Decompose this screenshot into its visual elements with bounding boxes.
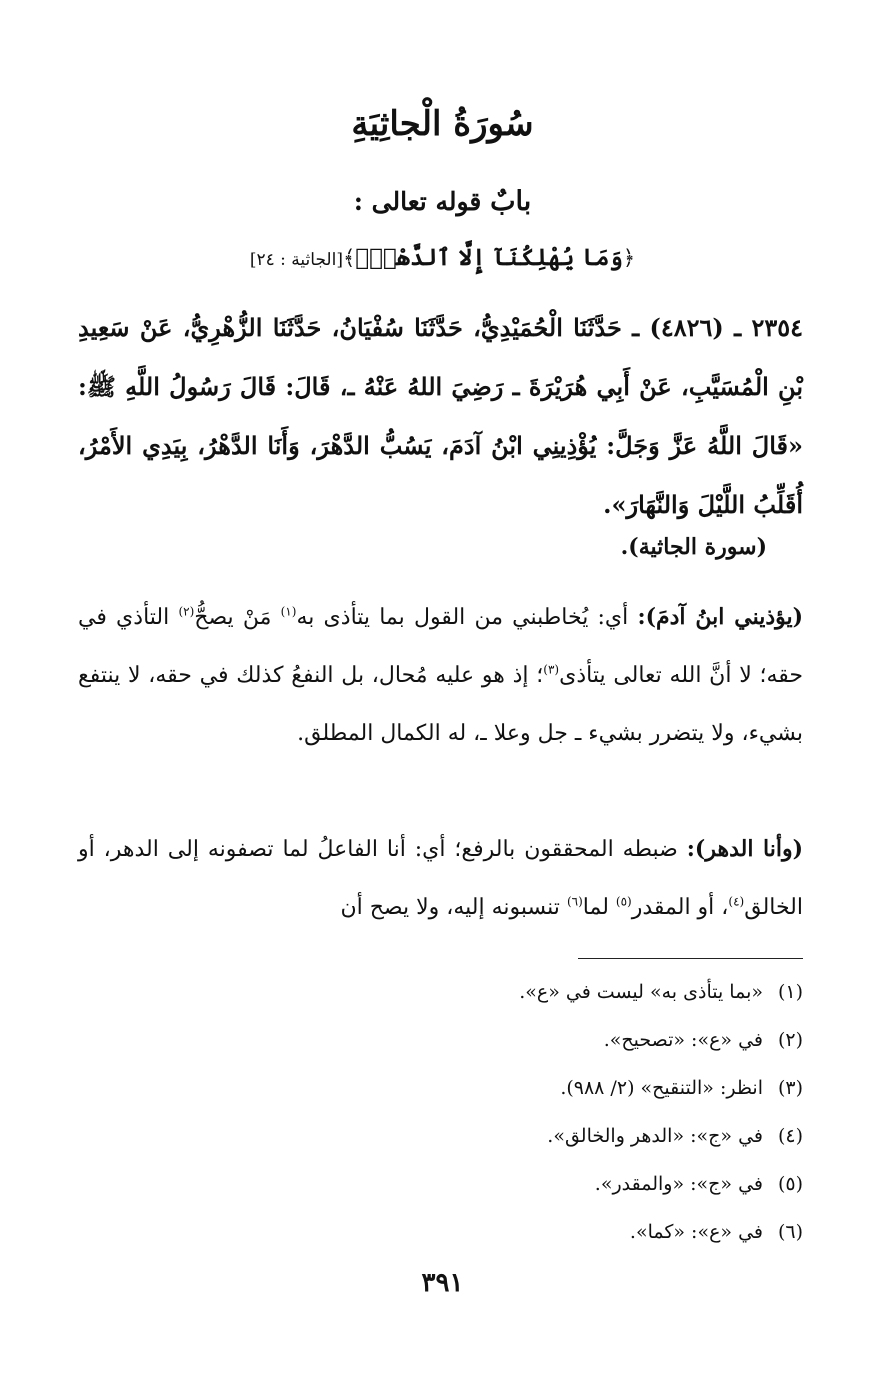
footnote-item — [203, 1212, 803, 1260]
commentary-text: ، أو المقدر — [631, 895, 729, 920]
bab-word: بابٌ — [490, 186, 532, 217]
commentary-text: ضبطه المحققون بالرفع؛ أي: أنا الفاعلُ لما تصفونه إلى الدهر، أو الخالق — [78, 837, 803, 920]
verse-open-bracket: ﴿ — [622, 246, 636, 270]
footnote-text: في «ج»: «الدهر والخالق». — [547, 1125, 763, 1147]
footnote-text: في «ع»: «تصحيح». — [603, 1029, 763, 1051]
page-number: ٣٩١ — [421, 1268, 464, 1298]
commentary-paragraph-1 — [78, 588, 803, 763]
commentary-text: لما — [582, 895, 609, 920]
commentary-text: أي: يُخاطبني من القول بما يتأذى به — [296, 605, 629, 630]
footnote-text: في «ج»: «والمقدر». — [594, 1173, 763, 1195]
footnote-marker: (٥) — [615, 894, 632, 909]
footnote-text: في «ع»: «كما». — [629, 1221, 763, 1243]
footnote-marker: (٤) — [728, 894, 745, 909]
footnote-item — [203, 1116, 803, 1164]
commentary-lead-2: (وأنا الدهر): — [686, 836, 804, 862]
commentary-text: تنسبونه إليه، ولا يصح أن — [340, 895, 560, 920]
surah-title: سُورَةُ الْجاثِيَةِ — [351, 104, 534, 144]
footnote-divider — [578, 958, 803, 959]
hadith-text: ـ حَدَّثَنَا الْحُمَيْدِيُّ، حَدَّثَنَا سُفْيَانُ، حَدَّثَنَا الزُّهْرِيُّ، عَنْ سَعِيدِ بْنِ الْمُسَيَّبِ، عَنْ أَبِي هُرَيْرَةَ ـ رَضِيَ اللهُ عَنْهُ ـ، قَالَ: قَالَ رَسُولُ اللَّهِ ﷺ: «قَالَ اللَّهُ عَزَّ وَجَلَّ: يُؤْذِينِي ابْنُ آدَمَ، يَسُبُّ الدَّهْرَ، وَأَنَا الدَّهْرُ، بِيَدِي الأَمْرُ، أُقَلِّبُ اللَّيْلَ وَالنَّهَارَ». — [78, 313, 803, 519]
footnote-item — [203, 1068, 803, 1116]
footnotes-list — [203, 972, 803, 1260]
footnote-item — [203, 1164, 803, 1212]
chapter-heading — [0, 186, 885, 217]
commentary-text: التأذي في حقه؛ لا أنَّ الله تعالى يتأذى — [78, 605, 803, 688]
quran-verse-line — [0, 244, 885, 271]
footnote-number: (٥) — [777, 1173, 803, 1195]
footnote-text: «بما يتأذى به» ليست في «ع». — [519, 981, 763, 1003]
footnote-marker: (٢) — [178, 604, 195, 619]
footnote-item — [203, 1020, 803, 1068]
footnote-marker: (١) — [280, 604, 297, 619]
commentary-text: مَنْ يصحُّ — [194, 605, 272, 630]
footnote-marker: (٣) — [543, 662, 560, 677]
bab-text: قوله تعالى : — [353, 187, 482, 216]
footnote-number: (٣) — [777, 1077, 803, 1099]
footnote-item — [203, 972, 803, 1020]
footnote-number: (٢) — [777, 1029, 803, 1051]
hadith-text-block — [78, 298, 803, 534]
quran-verse-text: وَمَا يُهْلِكُنَآ إِلَّا ٱلدَّهْرُۚ — [355, 244, 623, 271]
hadith-number: ٢٣٥٤ ـ (٤٨٢٦) — [649, 313, 803, 342]
commentary-section-label: (سورة الجاثية). — [620, 534, 767, 560]
footnote-number: (٦) — [777, 1221, 803, 1243]
verse-reference: [الجاثية : ٢٤] — [249, 250, 343, 270]
footnote-text: انظر: «التنقيح» (٢/ ٩٨٨). — [560, 1077, 763, 1099]
commentary-lead-1: (يؤذيني ابنُ آدمَ): — [637, 604, 804, 630]
commentary-text: ؛ إذ هو عليه مُحال، بل النفعُ كذلك في حقه، لا ينتفع بشيء، ولا يتضرر بشيء ـ جل وعلا ـ، له الكمال المطلق. — [78, 663, 803, 746]
footnote-marker: (٦) — [566, 894, 583, 909]
commentary-paragraph-2 — [78, 820, 803, 937]
footnote-number: (٤) — [777, 1125, 803, 1147]
verse-close-bracket: ﴾ — [342, 246, 356, 270]
footnote-number: (١) — [777, 981, 803, 1003]
